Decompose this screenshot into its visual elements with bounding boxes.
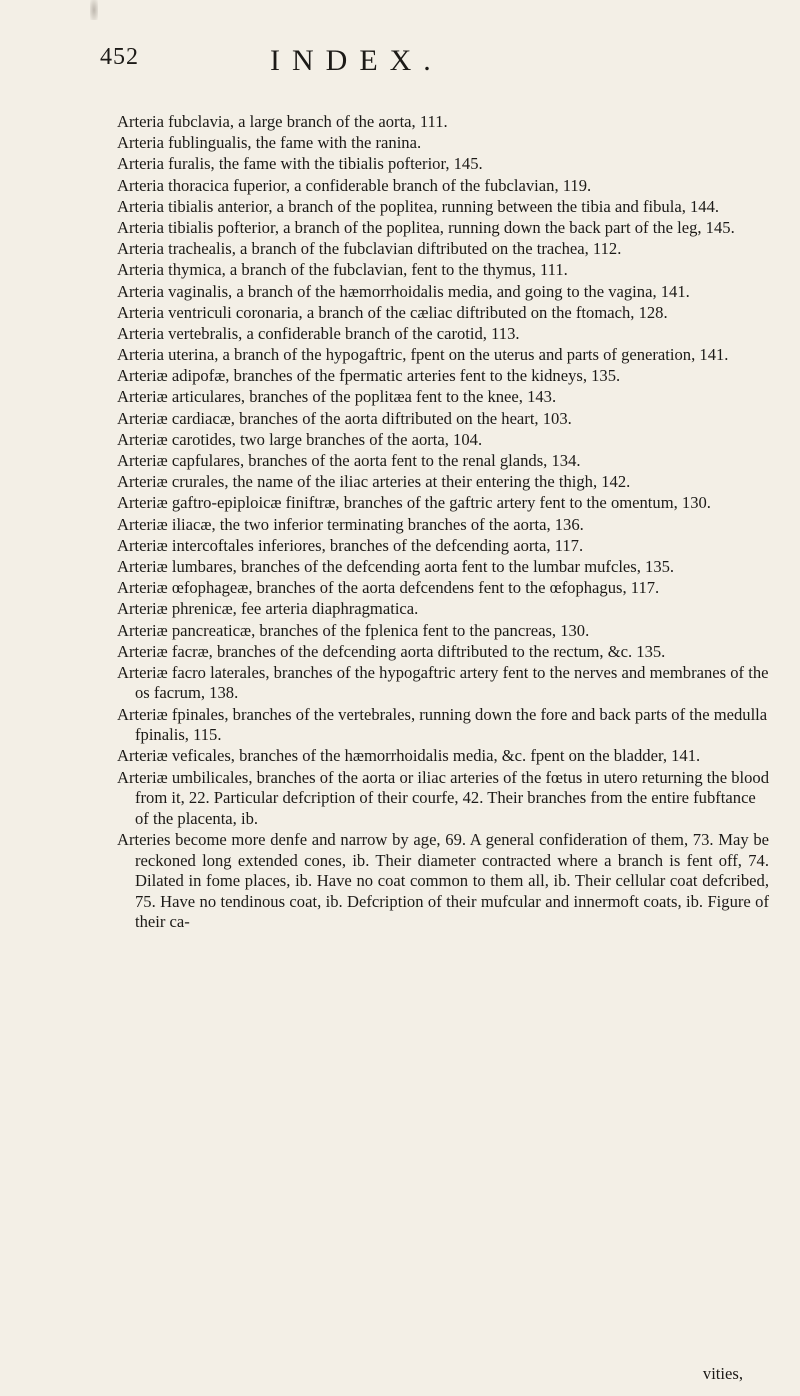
- index-entry: Arteriæ cardiacæ, branches of the aorta diftributed on the heart, 103.: [117, 408, 572, 428]
- running-title: INDEX.: [270, 44, 443, 77]
- index-entry: Arteriæ facro laterales, branches of the hypogaftric artery fent to the nerves and membranes of the os facrum, 138.: [117, 662, 769, 703]
- index-entries: [117, 112, 769, 934]
- index-entry: Arteria ventriculi coronaria, a branch of the cæliac diftributed on the ftomach, 128.: [117, 302, 668, 322]
- index-entry: Arteriæ phrenicæ, fee arteria diaphragmatica.: [117, 599, 419, 619]
- page-header: [100, 44, 700, 84]
- index-entry: Arteriæ veficales, branches of the hæmorrhoidalis media, &c. fpent on the bladder, 141.: [117, 746, 701, 766]
- catchword: vities,: [702, 1364, 743, 1383]
- index-entry: Arteriæ lumbares, branches of the defcending aorta fent to the lumbar mufcles, 135.: [117, 556, 675, 576]
- index-entry: Arteria tibialis anterior, a branch of the poplitea, running between the tibia and fibula, 144.: [117, 196, 720, 216]
- index-entry: Arteria furalis, the fame with the tibialis pofterior, 145.: [117, 154, 483, 174]
- index-entry: Arteriæ pancreaticæ, branches of the fplenica fent to the pancreas, 130.: [117, 620, 590, 640]
- index-entry: Arteries become more denfe and narrow by age, 69. A general confideration of them, 73. May be reckoned long extended cones, ib. Their diameter contracted where a branch is fent off, 74. Dilated in fome places, ib. Have no coat common to them all, ib. Their cellular coat defcribed, 75. Have no tendinous coat, ib. Defcription of their mufcular and innermoft coats, ib. Figure of their ca-: [117, 830, 769, 932]
- index-entry: Arteriæ adipofæ, branches of the fpermatic arteries fent to the kidneys, 135.: [117, 366, 621, 386]
- index-entry: Arteriæ fpinales, branches of the vertebrales, running down the fore and back parts of the medulla fpinalis, 115.: [117, 704, 768, 745]
- index-entry: Arteria uterina, a branch of the hypogaftric, fpent on the uterus and parts of generation, 141.: [117, 345, 729, 365]
- index-entry: Arteria tibialis pofterior, a branch of the poplitea, running down the back part of the leg, 145.: [117, 217, 735, 237]
- index-entry: Arteriæ œfophageæ, branches of the aorta defcendens fent to the œfophagus, 117.: [117, 578, 660, 598]
- index-entry: Arteria fubclavia, a large branch of the aorta, 111.: [117, 112, 448, 131]
- index-entry: Arteriæ articulares, branches of the poplitæa fent to the knee, 143.: [117, 387, 557, 407]
- index-entry: Arteria thoracica fuperior, a confiderable branch of the fubclavian, 119.: [117, 175, 592, 195]
- index-entry: Arteriæ iliacæ, the two inferior terminating branches of the aorta, 136.: [117, 514, 584, 534]
- index-entry: Arteriæ carotides, two large branches of the aorta, 104.: [117, 429, 483, 449]
- index-entry: Arteriæ capfulares, branches of the aorta fent to the renal glands, 134.: [117, 451, 581, 470]
- index-entry: Arteria vaginalis, a branch of the hæmorrhoidalis media, and going to the vagina, 141.: [117, 281, 690, 301]
- index-entry: Arteriæ umbilicales, branches of the aorta or iliac arteries of the fœtus in utero returning the blood from it, 22. Particular defcription of their courfe, 42. Their branches from the entire fubftance of the placenta, ib.: [117, 767, 770, 828]
- index-entry: Arteriæ intercoftales inferiores, branches of the defcending aorta, 117.: [117, 535, 584, 555]
- index-entry: Arteriæ facræ, branches of the defcending aorta diftributed to the rectum, &c. 135.: [117, 641, 666, 661]
- index-entry: Arteriæ crurales, the name of the iliac arteries at their entering the thigh, 142.: [117, 472, 631, 492]
- index-entry: Arteria trachealis, a branch of the fubclavian diftributed on the trachea, 112.: [117, 239, 622, 259]
- page-stain: [90, 0, 98, 20]
- index-entry: Arteriæ gaftro-epiploicæ finiftræ, branches of the gaftric artery fent to the omentum, 130.: [117, 493, 711, 513]
- index-entry: Arteria vertebralis, a confiderable branch of the carotid, 113.: [117, 323, 520, 343]
- index-entry: Arteria thymica, a branch of the fubclavian, fent to the thymus, 111.: [117, 260, 568, 280]
- index-entry: Arteria fublingualis, the fame with the ranina.: [117, 133, 422, 153]
- page-number: 452: [100, 44, 139, 70]
